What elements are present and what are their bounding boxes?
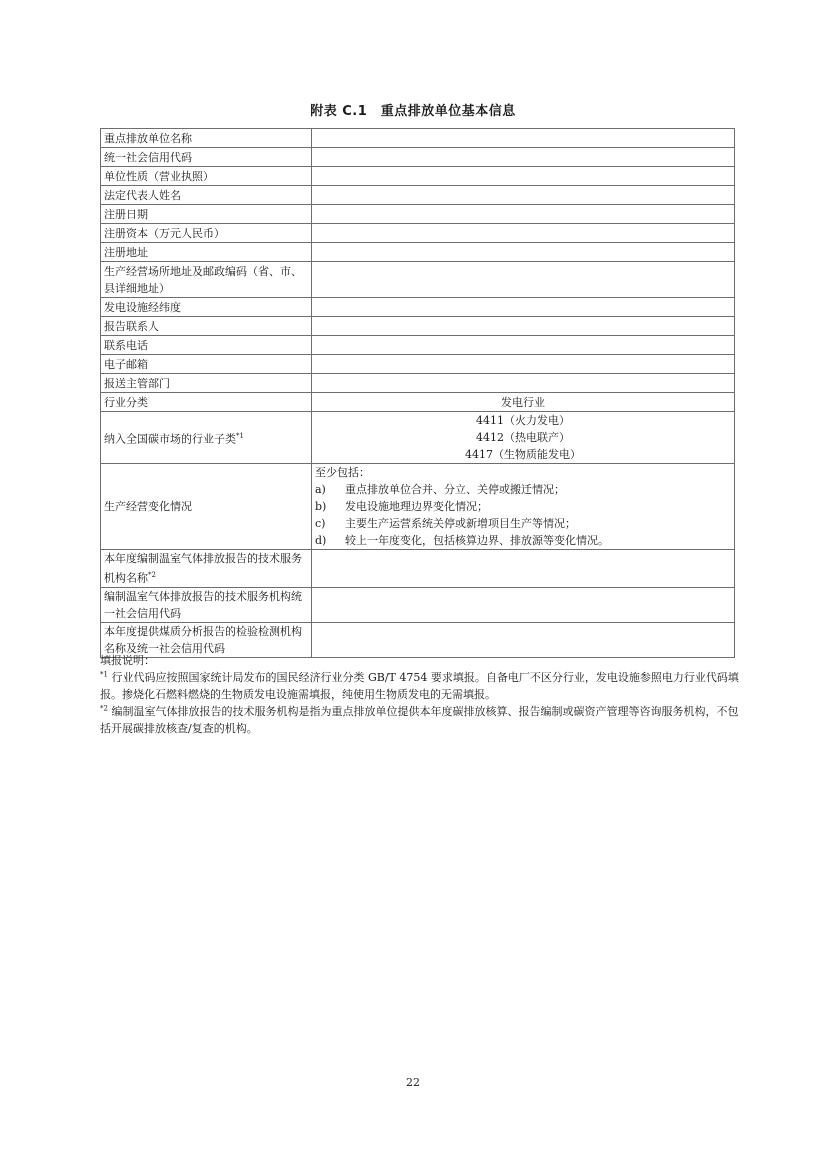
row-label: 注册地址 [101, 243, 312, 262]
page-number: 22 [406, 1076, 420, 1089]
subcategory-values [312, 412, 735, 464]
subcategory-item: 4417（生物质能发电） [465, 448, 581, 461]
table-row [101, 588, 735, 623]
row-label: 本年度提供煤质分析报告的检验检测机构名称及统一社会信用代码 [101, 623, 312, 658]
table-row [101, 550, 735, 588]
row-value-field[interactable] [312, 148, 735, 167]
row-label: 联系电话 [101, 336, 312, 355]
footnote-ref-1: *1 [236, 431, 244, 440]
row-value-field[interactable] [312, 186, 735, 205]
note-item [100, 703, 740, 737]
row-label: 法定代表人姓名 [101, 186, 312, 205]
table-row [101, 374, 735, 393]
row-label: 报告联系人 [101, 317, 312, 336]
changes-content [312, 464, 735, 550]
note-marker: *1 [100, 670, 108, 679]
row-label [101, 550, 312, 588]
table-row [101, 355, 735, 374]
table-row [101, 167, 735, 186]
table-row [101, 464, 735, 550]
list-item [315, 515, 731, 532]
table-row [101, 129, 735, 148]
row-label: 生产经营场所地址及邮政编码（省、市、县详细地址） [101, 262, 312, 298]
list-marker: a) [315, 483, 326, 496]
subcategory-label: 纳入全国碳市场的行业子类 [104, 432, 236, 446]
list-text: 较上一年度变化，包括核算边界、排放源等变化情况。 [345, 534, 609, 547]
list-text: 发电设施地理边界变化情况； [345, 500, 488, 513]
row-label: 统一社会信用代码 [101, 148, 312, 167]
row-label: 发电设施经纬度 [101, 298, 312, 317]
row-label: 行业分类 [101, 393, 312, 412]
row-value-field[interactable] [312, 262, 735, 298]
list-item [315, 532, 731, 549]
table-row [101, 205, 735, 224]
table-row [101, 224, 735, 243]
table-row [101, 298, 735, 317]
note-marker: *2 [100, 704, 108, 713]
row-label: 生产经营变化情况 [101, 464, 312, 550]
row-value-field[interactable] [312, 298, 735, 317]
row-label: 单位性质（营业执照） [101, 167, 312, 186]
table-row [101, 412, 735, 464]
table-row [101, 148, 735, 167]
note-text: 行业代码应按照国家统计局发布的国民经济行业分类 GB/T 4754 要求填报。自备电厂不区分行业，发电设施参照电力行业代码填报。掺烧化石燃料燃烧的生物质发电设施需填报，纯使用生物质发电的无需填报。 [100, 671, 739, 701]
row-value-field[interactable] [312, 243, 735, 262]
table-row [101, 243, 735, 262]
footnote-ref-2: *2 [148, 571, 156, 580]
list-item [315, 498, 731, 515]
row-label: 注册日期 [101, 205, 312, 224]
list-marker: d) [315, 534, 327, 547]
row-value-field[interactable] [312, 129, 735, 148]
row-value-field[interactable] [312, 336, 735, 355]
subcategory-item: 4411（火力发电） [476, 414, 570, 427]
basic-info-table [100, 128, 735, 658]
table-row [101, 262, 735, 298]
list-text: 重点排放单位合并、分立、关停或搬迁情况； [345, 483, 565, 496]
row-label: 报送主管部门 [101, 374, 312, 393]
notes-heading: 填报说明： [100, 654, 155, 667]
changes-intro: 至少包括： [315, 466, 370, 479]
row-value-field[interactable] [312, 205, 735, 224]
row-label: 编制温室气体排放报告的技术服务机构统一社会信用代码 [101, 588, 312, 623]
page-title: 附表 C.1 重点排放单位基本信息 [310, 104, 516, 119]
list-marker: b) [315, 500, 327, 513]
row-value-field[interactable] [312, 224, 735, 243]
list-text: 主要生产运营系统关停或新增项目生产等情况； [345, 517, 576, 530]
table-row [101, 393, 735, 412]
row-label: 注册资本（万元人民币） [101, 224, 312, 243]
row-value-field[interactable] [312, 550, 735, 588]
row-label: 电子邮箱 [101, 355, 312, 374]
list-item [315, 481, 731, 498]
industry-category-value: 发电行业 [312, 393, 735, 412]
row-label [101, 412, 312, 464]
row-label: 重点排放单位名称 [101, 129, 312, 148]
row-value-field[interactable] [312, 374, 735, 393]
list-marker: c) [315, 517, 326, 530]
table-row [101, 317, 735, 336]
note-item [100, 669, 740, 703]
row-label-text: 本年度编制温室气体排放报告的技术服务机构名称 [104, 552, 302, 585]
subcategory-item: 4412（热电联产） [476, 431, 570, 444]
row-value-field[interactable] [312, 355, 735, 374]
note-text: 编制温室气体排放报告的技术服务机构是指为重点排放单位提供本年度碳排放核算、报告编制或碳资产管理等咨询服务机构，不包括开展碳排放核查/复查的机构。 [100, 705, 739, 735]
filling-notes [100, 652, 740, 737]
table-row [101, 186, 735, 205]
row-value-field[interactable] [312, 167, 735, 186]
row-value-field[interactable] [312, 317, 735, 336]
table-row [101, 336, 735, 355]
row-value-field[interactable] [312, 588, 735, 623]
